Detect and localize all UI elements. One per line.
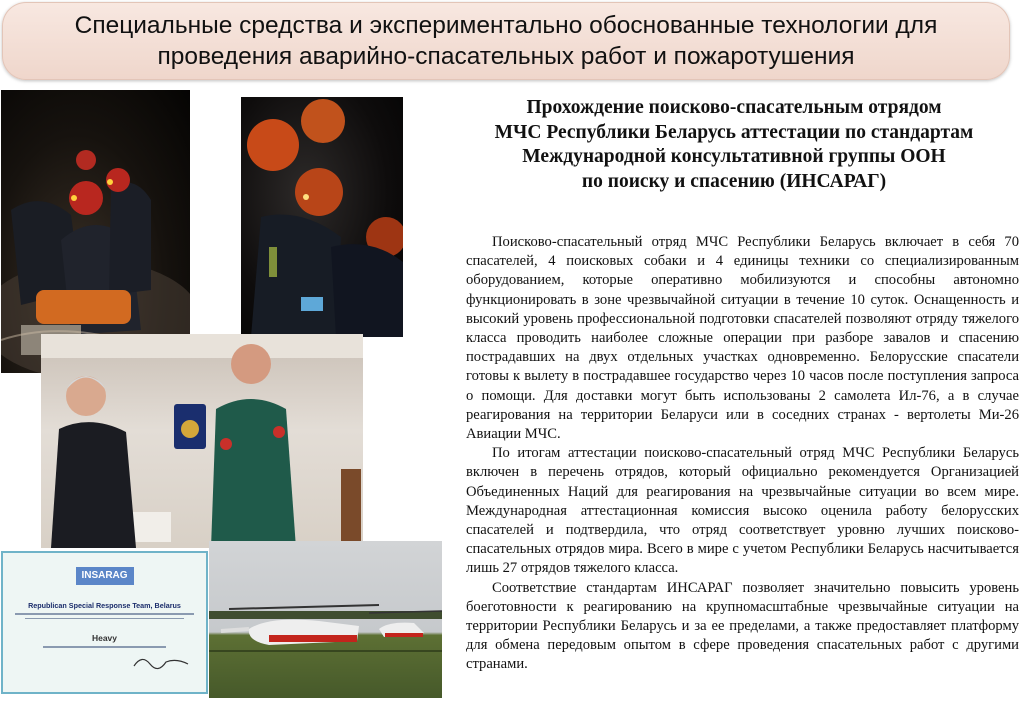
headline-line-2: МЧС Республики Беларусь аттестации по стандартам [494,121,974,143]
photo-award-ceremony [41,334,363,548]
title-banner [2,2,1010,80]
paragraph-2: По итогам аттестации поисково-спасательный отряд МЧС Республики Беларусь включен в перечень отрядов, который официально рекомендуется Организацией Объединенных Наций для реагирования на чрезвычайные ситуации во всем мире. Международная аттестационная комиссия высоко оценила работу белорусских спасателей и подтвердила, что отряд соответствует уровню лучших поисково-спасательных отрядов мира. Всего в мире с учетом Республики Беларусь насчитывается лишь 27 отрядов тяжелого класса. [466,445,1019,577]
photo-helicopters [209,541,442,698]
photo-rescuers-cutting [1,90,190,373]
certificate-team-name: Republican Special Response Team, Belarus [28,601,181,610]
insarag-certificate [1,551,208,694]
banner-line-2: проведения аварийно-спасательных работ и пожаротушения [157,43,855,70]
photo-rescuers-helmets [241,97,403,337]
headline-line-3: Международной консультативной группы ООН [522,146,946,167]
signature-icon [132,654,192,670]
certificate-class: Heavy [91,633,118,643]
headline-line-1: Прохождение поисково-спасательным отрядом [526,97,942,118]
insarag-logo: INSARAG [76,567,134,585]
article-body [466,233,1019,675]
banner-line-1: Специальные средства и экспериментально обоснованные технологии для [74,12,938,39]
headline-line-4: по поиску и спасению (ИНСАРАГ) [581,170,887,192]
paragraph-3: Соответствие стандартам ИНСАРАГ позволяет значительно повысить уровень боеготовности к реагированию на крупномасштабные чрезвычайные ситуации на территории Республики Беларусь и за ее пределами, а также предоставляет платформу для обмена передовым опытом в сфере проведения спасательных работ с другими странами. [466,579,1019,673]
certificate-text-line [43,646,166,648]
certificate-text-line [25,618,184,620]
paragraph-1: Поисково-спасательный отряд МЧС Республики Беларусь включает в себя 70 спасателей, 4 поисковых собаки и 4 единицы техники со специализированным оборудованием, которые оперативно мобилизуются и способны автономно функционировать в зоне чрезвычайной ситуации в течение 10 суток. Оснащенность и высокий уровень профессиональной подготовки спасателей позволяют отряду тяжелого класса проводить наиболее сложные операции при разборе завалов и спасению пострадавших на двух отдельных участках одновременно. Белорусские спасатели готовы к вылету в пострадавшее государство через 10 часов после поступления запроса о помощи. Для доставки могут быть использованы 2 самолета Ил-76, а в случае реагирования на территории Беларуси или в соседних странах - вертолеты Ми-26 Авиации МЧС. [466,234,1019,443]
article-headline [448,96,1020,194]
certificate-text-line [15,613,194,615]
